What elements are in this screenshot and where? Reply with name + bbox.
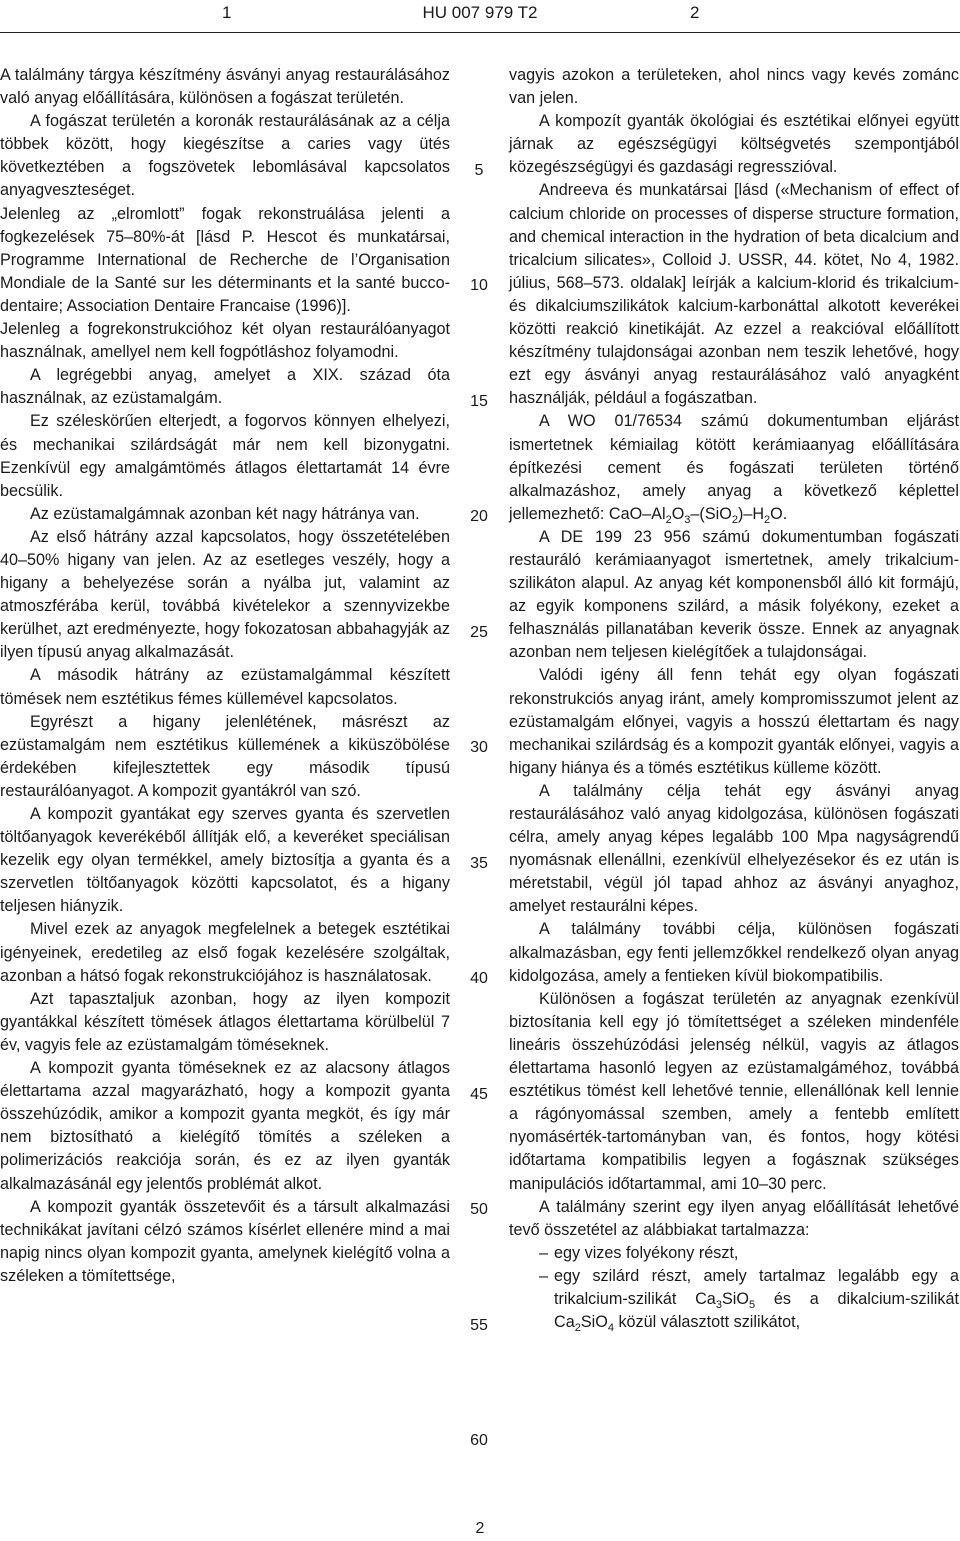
paragraph: Ez széleskörűen elterjedt, a fogorvos könnyen elhelyezi, és mechanikai szilárdságát már nem kell bizonygatni. Ezenkívül egy amalgámtömés átlagos élettartamát 14 évre becsülik. bbox=[0, 412, 450, 500]
paragraph: Andreeva és munkatársai [lásd («Mechanism of effect of calcium chloride on processes of disperse structure formation, and chemical interaction in the hydration of beta dicalcium and tricalcium silicates», Colloid J. USSR, 44. kötet, No 4, 1982. július, 568–573. oldalak] leírják a kalcium-klorid és trikalcium- és dikalciumszilikátok kalcium-karbonáttal alkotott keverékei közötti reakció kinetikáját. Az ezzel a reakcióval előállított készítmény tulajdonságai azonban nem teszik lehetővé, hogy ezt egy ásványi anyag restaurálásához való anyagként használják, például a fogászatban. bbox=[509, 181, 959, 408]
paragraph: A kompozít gyanták ökológiai és esztétikai előnyei együtt járnak az egészségügyi költségvetés szempontjából közegészségügyi és gazdasági regresszióval. bbox=[509, 112, 959, 177]
header-document-id: HU 007 979 T2 bbox=[422, 3, 538, 22]
list-item: – egy szilárd részt, amely tartalmaz legalább egy a trikalcium-szilikát $Ca_3SiO_5$ és a dikalcium-szilikát $Ca_2SiO_4$ közül választott szilikátot, bbox=[509, 1265, 959, 1334]
paragraph-text: A WO 01/76534 számú dokumentumban eljárást ismertetnek kémiailag kötött kerámiaanyag előállítására építkezési cement és fogászati területen történő alkalmazáshoz, amely anyag a következő képlettel jellemezhető: bbox=[509, 412, 959, 523]
composition-list bbox=[509, 1242, 959, 1334]
left-column bbox=[0, 64, 450, 1288]
paragraph: Az első hátrány azzal kapcsolatos, hogy összetételében 40–50% higany van jelen. Az az esetleges veszély, hogy a higany a behelyezése során a nyálba jut, valamint az atmoszférába kerül, továbbá kivételekor a szennyvizekbe kerülhet, azt eredményezte, hogy fokozatosan abbahagyják az ilyen típusú anyag alkalmazását. bbox=[0, 527, 450, 662]
line-number: 40 bbox=[470, 970, 488, 987]
paragraph: A második hátrány az ezüstamalgámmal készített tömések nem esztétikus fémes küllemével kapcsolatos. bbox=[0, 666, 450, 708]
paragraph: A kompozit gyantákat egy szerves gyanta és szervetlen töltőanyagok keverékéből állítják elő, a keveréket speciálisan kezelik egy olyan termékkel, amely biztosítja a gyanta és a szervetlen töltőanyagok közötti kapcsolatot, és a higany teljesen hiányzik. bbox=[0, 805, 450, 916]
line-number: 45 bbox=[470, 1086, 488, 1103]
paragraph: A kompozit gyanta töméseknek ez az alacsony átlagos élettartama azzal magyarázható, hogy a kompozit gyanta összehúzódik, amikor a kompozit gyanta megköt, és így már nem biztosítható a kielégítő tömítés a széleken a polimerizációs reakciója során, és ez az ilyen gyanták alkalmazásánál egy jelentős problémát alkot. bbox=[0, 1059, 450, 1193]
paragraph: A kompozit gyanták összetevőit és a társult alkalmazási technikákat javítani célzó számos kísérlet ellenére mind a mai napig nincs olyan kompozit gyanta, amelynek kielégítő volna a széleken a tömítettsége, bbox=[0, 1197, 450, 1285]
paragraph: A találmány tárgya készítmény ásványi anyag restaurálásához való anyag előállítására, különösen a fogászat területén. bbox=[0, 66, 450, 108]
paragraph-formula bbox=[509, 410, 959, 525]
paragraph: A DE 199 23 956 számú dokumentumban fogászati restauráló kerámiaanyagot ismertetnek, amely trikalcium-szilikáton alapul. Az anyag két komponensből álló kit formájú, az egyik komponens szilárd, a másik folyékony, ezeket a felhasználás pillanatában keverik össze. Ennek az anyagnak azonban nem teljesen kielégítőek a tulajdonságai. bbox=[509, 527, 959, 662]
paragraph: A találmány célja tehát egy ásványi anyag restaurálásához való anyag kidolgozása, különösen fogászati célra, amely anyag képes legalább 100 Mpa nagyságrendű nyomásnak ellenállni, ezenkívül elhelyezésekor és ez után is méretstabil, végül jól tapad ahhoz az ásványi anyaghoz, amelyet restaurálni képes. bbox=[509, 781, 959, 916]
line-number: 20 bbox=[470, 508, 488, 525]
paragraph: A találmány szerint egy ilyen anyag előállítását lehetővé tevő összetétel az alábbiakat tartalmazza: bbox=[509, 1197, 959, 1239]
paragraph: Különösen a fogászat területén az anyagnak ezenkívül biztosítania kell egy jó tömítettséget a széleken mindenféle lineáris összehúzódási jelenség nélkül, vagyis az átlagos élettartama hasonló legyen az ezüstamalgáméhoz, továbbá esztétikus tömést kell lehetővé tennie, ellenállónak kell lennie a rágónyomással szemben, amely a fentebb említett nyomásérték-tartományban van, és fontos, hogy kötési időtartama kompatibilis legyen a fogásznak szükséges manipulációs időtartammal, ami 10–30 perc. bbox=[509, 989, 959, 1193]
chemical-formula: CaO–$Al_2O_3-(SiO_2)-H_2O$. bbox=[608, 504, 788, 527]
right-column bbox=[509, 64, 959, 1334]
header-page-left: 1 bbox=[222, 3, 232, 22]
paragraph: Azt tapasztaljuk azonban, hogy az ilyen kompozit gyantákkal készített tömések átlagos élettartama körülbelül 7 év, vagyis fele az ezüstamalgám töméseknek. bbox=[0, 989, 450, 1054]
line-number: 5 bbox=[474, 162, 484, 179]
paragraph: Egyrészt a higany jelenlétének, másrészt az ezüstamalgám nem esztétikus küllemének a kiküszöbölése érdekében kifejlesztettek egy második típusú restaurálóanyagot. A kompozit gyantákról van szó. bbox=[0, 712, 450, 800]
line-number: 60 bbox=[470, 1432, 488, 1449]
line-number: 30 bbox=[470, 739, 488, 756]
paragraph: Jelenleg az „elromlott” fogak rekonstruálása jelenti a fogkezelések 75–80%-át [lásd P. Hescot és munkatársai, Programme International de Recherche de l’Organisation Mondiale de la Santé sur les déterminants et la santé bucco-dentaire; Association Dentaire Francaise (1996)]. bbox=[0, 204, 450, 315]
paragraph: A legrégebbi anyag, amelyet a XIX. század óta használnak, az ezüstamalgám. bbox=[0, 366, 450, 408]
line-number: 15 bbox=[470, 393, 488, 410]
paragraph: A fogászat területén a koronák restaurálásának az a célja többek között, hogy kiegészítse a caries vagy ütés következtében a fogszövetek lebomlásával kapcsolatos anyagveszteséget. bbox=[0, 112, 450, 200]
paragraph: Mivel ezek az anyagok megfelelnek a betegek esztétikai igényeinek, eredetileg az első fogak kezelésére szolgáltak, azonban a hátsó fogak rekonstrukciójához is használatosak. bbox=[0, 920, 450, 985]
paragraph: Jelenleg a fogrekonstrukcióhoz két olyan restaurálóanyagot használnak, amellyel nem kell fogpótláshoz folyamodni. bbox=[0, 320, 450, 362]
header-page-right: 2 bbox=[690, 3, 700, 22]
line-number: 25 bbox=[470, 624, 488, 641]
line-number: 55 bbox=[470, 1317, 488, 1334]
paragraph: Valódi igény áll fenn tehát egy olyan fogászati rekonstrukciós anyag iránt, amely kompromisszumot jelent az ezüstamalgám előnyei, vagyis a hosszú élettartam és nagy mechanikai szilárdság és a kompozit gyanták előnyei, vagyis a higany hiánya és a tömés esztétikus külleme között. bbox=[509, 666, 959, 777]
paragraph: Az ezüstamalgámnak azonban két nagy hátránya van. bbox=[30, 504, 420, 523]
paragraph: vagyis azokon a területeken, ahol nincs vagy kevés zománc van jelen. bbox=[509, 66, 959, 108]
list-item: – egy vizes folyékony részt, bbox=[509, 1242, 959, 1265]
paragraph: A találmány további célja, különösen fogászati alkalmazásban, egy fenti jellemzőkkel rendelkező olyan anyag kidolgozása, amely a fentieken kívül biokompatibilis. bbox=[509, 920, 959, 985]
line-number: 10 bbox=[470, 277, 488, 294]
line-number: 35 bbox=[470, 855, 488, 872]
page-header bbox=[0, 0, 960, 28]
line-number: 50 bbox=[470, 1201, 488, 1218]
footer-page-number: 2 bbox=[475, 1520, 485, 1537]
header-rule bbox=[0, 32, 960, 33]
